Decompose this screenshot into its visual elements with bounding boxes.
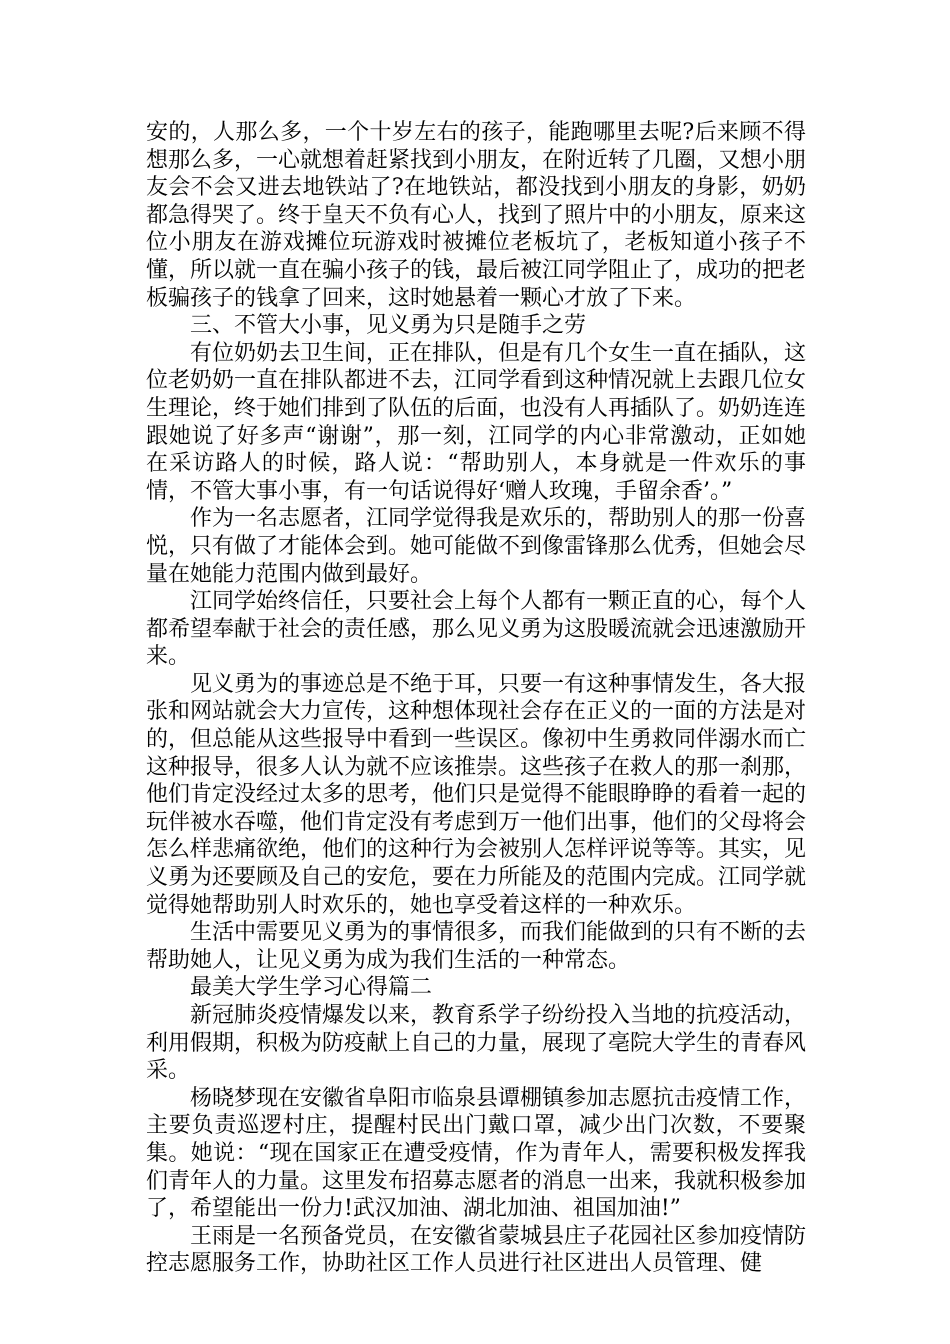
paragraph: 见义勇为的事迹总是不绝于耳，只要一有这种事情发生，各大报张和网站就会大力宣传，这种想体现社会存在正义的一面的方法是对的，但总能从这些报导中看到一些误区。像初中生勇救同伴溺水而亡这种报导，很多人认为就不应该推崇。这些孩子在救人的那一刹那，他们肯定没经过太多的思考，他们只是觉得不能眼睁睁的看着一起的玩伴被水吞噬，他们肯定没有考虑到万一他们出事，他们的父母将会怎么样悲痛欲绝，他们的这种行为会被别人怎样评说等等。其实，见义勇为还要顾及自己的安危，要在力所能及的范围内完成。江同学就觉得她帮助别人时欢乐的，她也享受着这样的一种欢乐。 — [146, 671, 807, 918]
paragraph: 作为一名志愿者，江同学觉得我是欢乐的，帮助别人的那一份喜悦，只有做了才能体会到。她可能做不到像雷锋那么优秀，但她会尽量在她能力范围内做到最好。 — [146, 506, 807, 587]
article-heading: 最美大学生学习心得篇二 — [190, 975, 433, 1001]
paragraph: 杨晓梦现在安徽省阜阳市临泉县谭棚镇参加志愿抗击疫情工作，主要负责巡逻村庄，提醒村民出门戴口罩，减少出门次数，不要聚集。她说：“现在国家正在遭受疫情，作为青年人，需要积极发挥我们青年人的力量。这里发布招募志愿者的消息一出来，我就积极参加了，希望能出一份力!武汉加油、湖北加油、祖国加油!” — [146, 1085, 807, 1222]
paragraph-continuation: 安的，人那么多，一个十岁左右的孩子，能跑哪里去呢?后来顾不得想那么多，一心就想着赶紧找到小朋友，在附近转了几圈，又想小朋友会不会又进去地铁站了?在地铁站，都没找到小朋友的身影，奶奶都急得哭了。终于皇天不负有心人，找到了照片中的小朋友，原来这位小朋友在游戏摊位玩游戏时被摊位老板坑了，老板知道小孩子不懂，所以就一直在骗小孩子的钱，最后被江同学阻止了，成功的把老板骗孩子的钱拿了回来，这时她悬着一颗心才放了下来。 — [146, 120, 807, 311]
paragraph: 江同学始终信任，只要社会上每个人都有一颗正直的心，每个人都希望奉献于社会的责任感，那么见义勇为这股暖流就会迅速激励开来。 — [146, 589, 807, 670]
paragraph: 生活中需要见义勇为的事情很多，而我们能做到的只有不断的去帮助她人，让见义勇为成为我们生活的一种常态。 — [146, 920, 807, 973]
section-heading-3: 三、不管大小事，见义勇为只是随手之劳 — [190, 313, 587, 339]
paragraph: 有位奶奶去卫生间，正在排队，但是有几个女生一直在插队，这位老奶奶一直在排队都进不去，江同学看到这种情况就上去跟几位女生理论，终于她们排到了队伍的后面，也没有人再插队了。奶奶连连跟她说了好多声“谢谢”，那一刻，江同学的内心非常激动，正如她在采访路人的时候，路人说：“帮助别人，本身就是一件欢乐的事情，不管大事小事，有一句话说得好‘赠人玫瑰，手留余香’。” — [146, 340, 807, 504]
paragraph: 王雨是一名预备党员，在安徽省蒙城县庄子花园社区参加疫情防控志愿服务工作，协助社区工作人员进行社区进出人员管理、健 — [146, 1223, 807, 1277]
paragraph: 新冠肺炎疫情爆发以来，教育系学子纷纷投入当地的抗疫活动，利用假期，积极为防疫献上自己的力量，展现了亳院大学生的青春风采。 — [146, 1003, 807, 1084]
document-page — [146, 119, 806, 1278]
